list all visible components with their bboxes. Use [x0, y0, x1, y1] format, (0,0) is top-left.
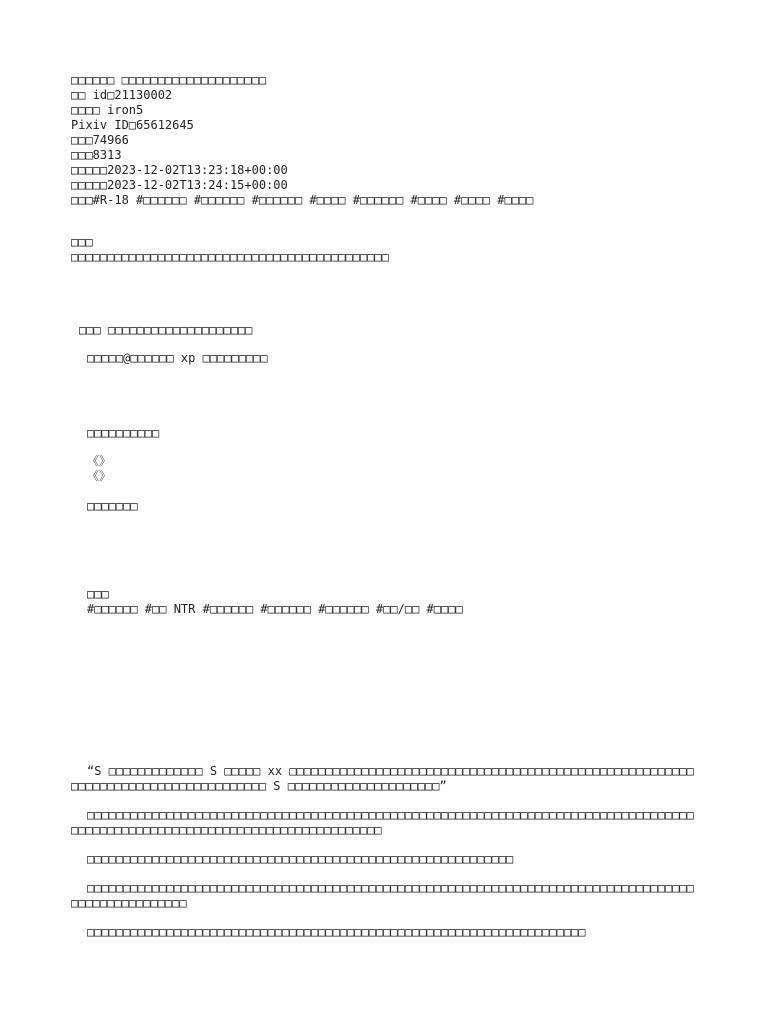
author-name: □□□□ iron5 [71, 103, 144, 117]
metadata-block [71, 73, 711, 208]
account-line: □□□□□@□□□□□□ xp □□□□□□□□□ [87, 351, 268, 365]
work-id: □□ id□21130002 [71, 88, 173, 102]
body-paragraph-4: □□□□□□□□□□□□□□□□□□□□□□□□□□□□□□□□□□□□□□□□□□□□□□□□□□□□□□□□□□□□□□□□□□□□□□□□□□□□□□□□□□□□□□□□□□□□□□□□□□□□ [71, 881, 694, 910]
work-title: □□□□□□ □□□□□□□□□□□□□□□□□□□□ [71, 73, 267, 87]
notes-line-6: □□□□□□□ [87, 499, 138, 513]
summary-block [71, 235, 711, 265]
tags2-label: □□□ [87, 587, 109, 601]
body-paragraph-1: “S □□□□□□□□□□□□□ S □□□□□ xx □□□□□□□□□□□□□□□□□□□□□□□□□□□□□□□□□□□□□□□□□□□□□□□□□□□□□□□□□□□□□□□□□□□□□□□□□□□□□□□□□□□ S □□□□□□□□□□□□□□□□□□□□□” [71, 764, 694, 793]
stat-count-2: □□□8313 [71, 148, 122, 162]
bracket-line-2: 《》 [87, 469, 112, 483]
tags2-list: #□□□□□□ #□□ NTR #□□□□□□ #□□□□□□ #□□□□□□ #□□/□□ #□□□□ [87, 602, 463, 616]
body-paragraph-3: □□□□□□□□□□□□□□□□□□□□□□□□□□□□□□□□□□□□□□□□□□□□□□□□□□□□□□□□□□□ [87, 852, 514, 866]
body-paragraph-5: □□□□□□□□□□□□□□□□□□□□□□□□□□□□□□□□□□□□□□□□□□□□□□□□□□□□□□□□□□□□□□□□□□□□□ [87, 925, 586, 939]
bracket-line-1: 《》 [87, 454, 112, 468]
summary-text: □□□□□□□□□□□□□□□□□□□□□□□□□□□□□□□□□□□□□□□□□□□□ [71, 250, 389, 264]
pixiv-id: Pixiv ID□65612645 [71, 118, 194, 132]
created-date: □□□□□2023-12-02T13:23:18+00:00 [71, 163, 288, 177]
stat-count-1: □□□74966 [71, 133, 129, 147]
summary-label: □□□ [71, 235, 93, 249]
body-paragraph-2: □□□□□□□□□□□□□□□□□□□□□□□□□□□□□□□□□□□□□□□□□□□□□□□□□□□□□□□□□□□□□□□□□□□□□□□□□□□□□□□□□□□□□□□□□□□□□□□□□□□□□□□□□□□□□□□□□□□□□□□□□□□□□□□ [71, 808, 694, 837]
tag-list: □□□#R-18 #□□□□□□ #□□□□□□ #□□□□□□ #□□□□ #□□□□□□ #□□□□ #□□□□ #□□□□ [71, 193, 534, 207]
updated-date: □□□□□2023-12-02T13:24:15+00:00 [71, 178, 288, 192]
notes-heading: □□□ □□□□□□□□□□□□□□□□□□□□ [79, 323, 253, 337]
tags2-block [87, 587, 727, 617]
notes-line-3: □□□□□□□□□□ [87, 426, 160, 440]
